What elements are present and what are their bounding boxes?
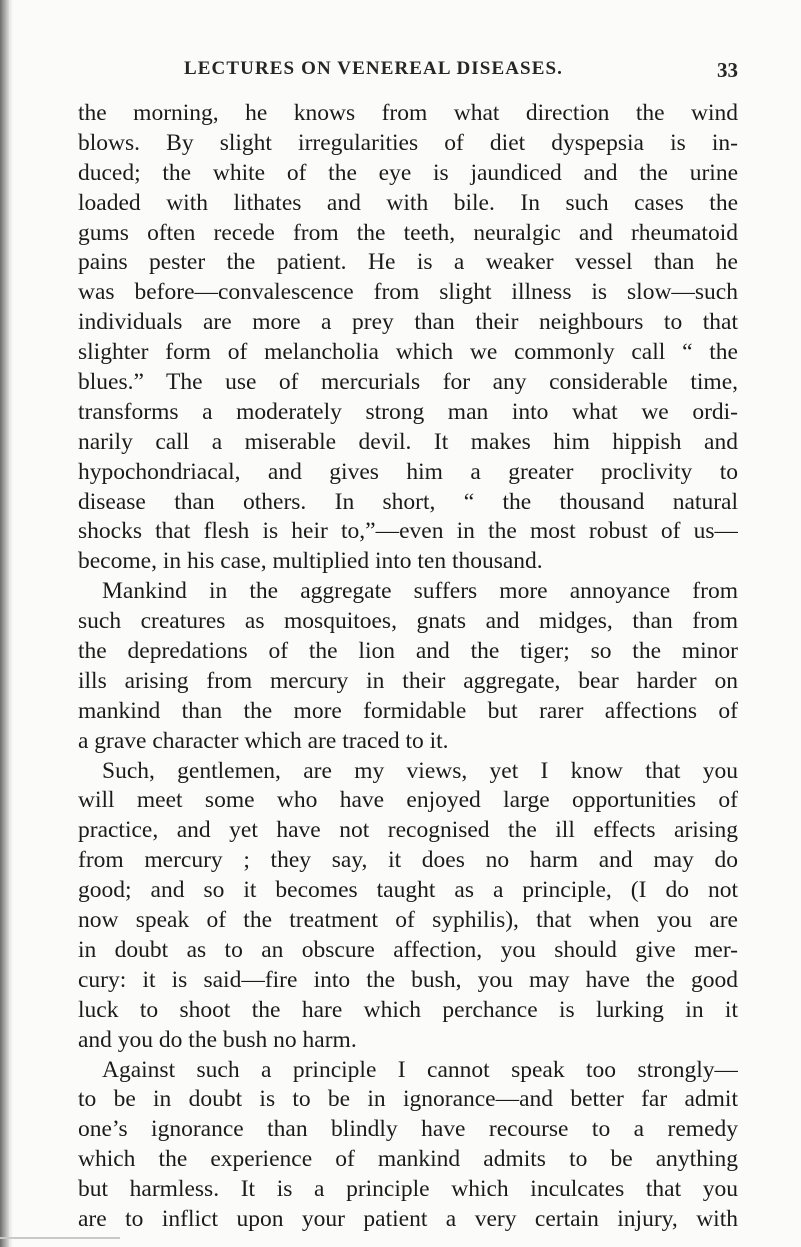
page-header	[78, 58, 738, 88]
text-line: and you do the bush no harm.	[78, 1026, 357, 1053]
text-line: slighter form of melancholia which we commonly call “ the	[78, 339, 738, 366]
text-line: narily call a miserable devil. It makes him hippish and	[78, 428, 738, 455]
text-line: to be in doubt is to be in ignorance—and better far admit	[78, 1086, 738, 1113]
text-line: duced; the white of the eye is jaundiced and the urine	[78, 159, 738, 186]
text-line: one’s ignorance than blindly have recourse to a remedy	[78, 1116, 738, 1143]
text-line: a grave character which are traced to it.	[78, 727, 449, 754]
running-head: LECTURES ON VENEREAL DISEASES.	[184, 58, 563, 79]
text-line: transforms a moderately strong man into what we ordi-	[78, 398, 738, 425]
text-line: from mercury ; they say, it does no harm and may do	[78, 847, 738, 874]
text-line: cury: it is said—fire into the bush, you may have the good	[78, 966, 738, 993]
text-line: luck to shoot the hare which perchance is lurking in it	[78, 996, 738, 1023]
bottom-edge-mark	[0, 1237, 120, 1239]
text-line: disease than others. In short, “ the thousand natural	[78, 488, 738, 515]
text-line: Such, gentlemen, are my views, yet I know that you	[102, 757, 738, 784]
text-line: will meet some who have enjoyed large opportunities of	[78, 787, 738, 814]
text-line: loaded with lithates and with bile. In such cases the	[78, 189, 738, 216]
text-line: but harmless. It is a principle which inculcates that you	[78, 1176, 738, 1203]
page-number: 33	[717, 58, 738, 82]
text-line: the morning, he knows from what direction the wind	[78, 100, 738, 126]
text-line: mankind than the more formidable but rarer affections of	[78, 697, 738, 724]
text-line: which the experience of mankind admits to be anything	[78, 1146, 738, 1173]
body-text	[78, 99, 738, 1235]
text-line: in doubt as to an obscure affection, you should give mer-	[78, 936, 738, 963]
text-line: pains pester the patient. He is a weaker vessel than he	[78, 249, 738, 276]
text-line: hypochondriacal, and gives him a greater proclivity to	[78, 458, 738, 485]
text-line: such creatures as mosquitoes, gnats and midges, than from	[78, 608, 738, 635]
book-spine-shadow	[0, 0, 9, 1247]
text-line: blows. By slight irregularities of diet dyspepsia is in-	[78, 129, 738, 156]
text-line: practice, and yet have not recognised the ill effects arising	[78, 817, 738, 844]
text-line: gums often recede from the teeth, neuralgic and rheumatoid	[78, 219, 738, 246]
text-line: good; and so it becomes taught as a principle, (I do not	[78, 877, 738, 904]
text-line: shocks that flesh is heir to,”—even in the most robust of us—	[78, 518, 738, 545]
text-line: now speak of the treatment of syphilis), that when you are	[78, 907, 738, 934]
text-line: was before—convalescence from slight illness is slow—such	[78, 279, 738, 306]
text-line: Against such a principle I cannot speak too strongly—	[102, 1056, 738, 1083]
text-line: become, in his case, multiplied into ten thousand.	[78, 548, 543, 575]
text-line: the depredations of the lion and the tiger; so the minor	[78, 638, 738, 665]
text-line: are to inflict upon your patient a very certain injury, with	[78, 1205, 738, 1232]
book-gutter	[9, 0, 13, 1247]
text-line: individuals are more a prey than their neighbours to that	[78, 309, 738, 336]
text-line: Mankind in the aggregate suffers more annoyance from	[102, 578, 738, 605]
text-line: ills arising from mercury in their aggregate, bear harder on	[78, 667, 738, 694]
text-line: blues.” The use of mercurials for any considerable time,	[78, 369, 738, 396]
